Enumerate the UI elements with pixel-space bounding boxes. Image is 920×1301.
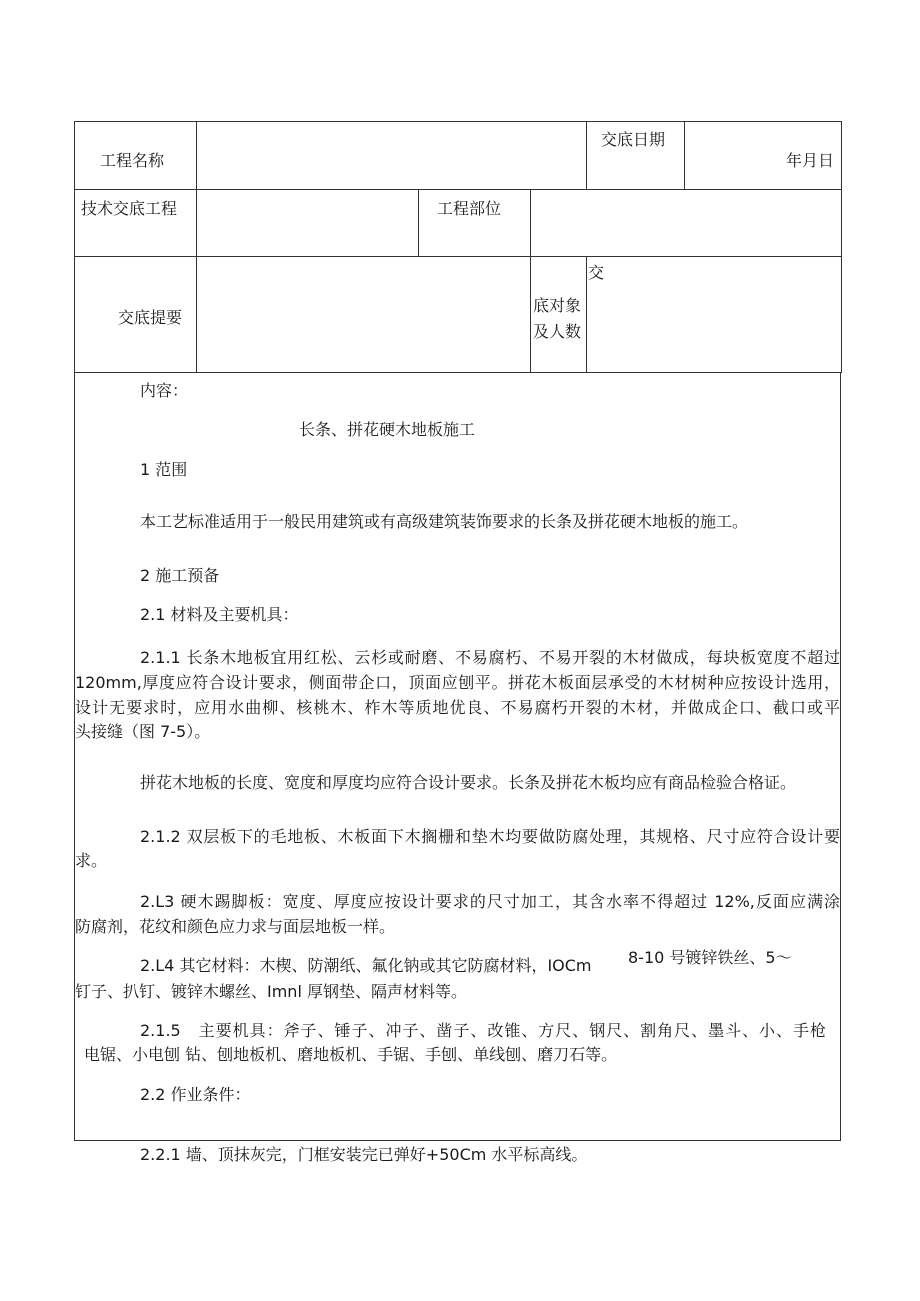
para-2-1-4-line-1b: 8-10 号镀锌铁丝、5～: [628, 948, 792, 967]
para-2-1-2-line-2: 求。: [75, 851, 108, 870]
tech-item-label-cell: [75, 190, 197, 257]
part-label-cell: [419, 190, 531, 257]
target-label-2: 底对象: [533, 296, 582, 315]
para-2-1-1-line-1: 2.1.1 长条木地板宜用红松、云杉或耐磨、不易腐朽、不易开裂的木材做成，每块板宽度不超过: [140, 648, 840, 667]
para-2-1-3-line-1: 2.L3 硬木踢脚板：宽度、厚度应按设计要求的尺寸加工，其含水率不得超过 12%,反面应满涂: [140, 892, 840, 911]
section-1-text: 本工艺标准适用于一般民用建筑或有高级建筑装饰要求的长条及拼花硬木地板的施工。: [140, 512, 749, 531]
para-2-1-4-line-2: 钉子、扒钉、镀锌木螺丝、Imnl 厚钢垫、隔声材料等。: [75, 982, 467, 1001]
tech-item-value-cell[interactable]: [197, 190, 419, 257]
para-2-1-2-line-1: 2.1.2 双层板下的毛地板、木板面下木搁栅和垫木均要做防腐处理，其规格、尺寸应符合设计要: [140, 827, 840, 846]
para-2-1-1-line-3: 设计无要求时，应用水曲柳、核桃木、柞木等质地优良、不易腐朽开裂的木材，并做成企口、截口或平: [75, 698, 840, 717]
tech-item-label: 技术交底工程: [81, 199, 178, 218]
section-2-1-heading: 2.1 材料及主要机具：: [140, 605, 299, 624]
project-name-label-cell: [75, 122, 197, 190]
project-name-value-cell[interactable]: [197, 122, 587, 190]
section-1-heading: 1 范围: [140, 460, 188, 479]
header-table: [74, 121, 842, 373]
para-2-1-4-line-1a: 2.L4 其它材料：木楔、防潮纸、氟化钠或其它防腐材料，IOCm: [140, 956, 592, 975]
date-label-cell: [587, 122, 685, 189]
para-2-1-1-line-2: 120mm,厚度应符合设计要求，侧面带企口，顶面应刨平。拼花木板面层承受的木材树种应按设计选用，: [75, 673, 840, 692]
project-name-label: 工程名称: [100, 151, 165, 170]
document-title: 长条、拼花硬木地板施工: [299, 420, 476, 439]
section-2-heading: 2 施工预备: [140, 566, 220, 585]
part-label: 工程部位: [437, 199, 502, 218]
part-value-cell[interactable]: [531, 190, 842, 257]
para-2-1-1-line-4: 头接缝（图 7-5）。: [75, 722, 211, 741]
para-2-2-1: 2.2.1 墙、顶抹灰完，门框安装完已弹好+50Cm 水平标高线。: [140, 1145, 588, 1164]
para-2-1-1-b: 拼花木地板的长度、宽度和厚度均应符合设计要求。长条及拼花木板均应有商品检验合格证。: [140, 773, 797, 792]
summary-value-cell[interactable]: [197, 257, 531, 373]
summary-label: 交底提要: [118, 308, 183, 327]
target-label-3: 及人数: [533, 322, 582, 341]
content-intro: 内容：: [140, 381, 189, 400]
summary-label-cell: [75, 257, 197, 373]
target-value-cell[interactable]: [587, 257, 842, 373]
date-cell: [587, 122, 842, 190]
target-label-1: 交: [588, 263, 605, 282]
section-2-2-heading: 2.2 作业条件：: [140, 1085, 251, 1104]
date-value: 年月日: [786, 151, 835, 170]
target-label-cell: [531, 257, 587, 373]
para-2-1-5-line-1: 2.1.5 主要机具：斧子、锤子、冲子、凿子、改锥、方尺、钢尺、割角尺、墨斗、小、手枪: [140, 1021, 826, 1040]
date-label: 交底日期: [601, 130, 666, 149]
para-2-1-5-line-2: 电锯、小电刨 钻、刨地板机、磨地板机、手锯、手刨、单线刨、磨刀石等。: [84, 1045, 618, 1064]
para-2-1-3-line-2: 防腐剂，花纹和颜色应力求与面层地板一样。: [75, 917, 396, 936]
